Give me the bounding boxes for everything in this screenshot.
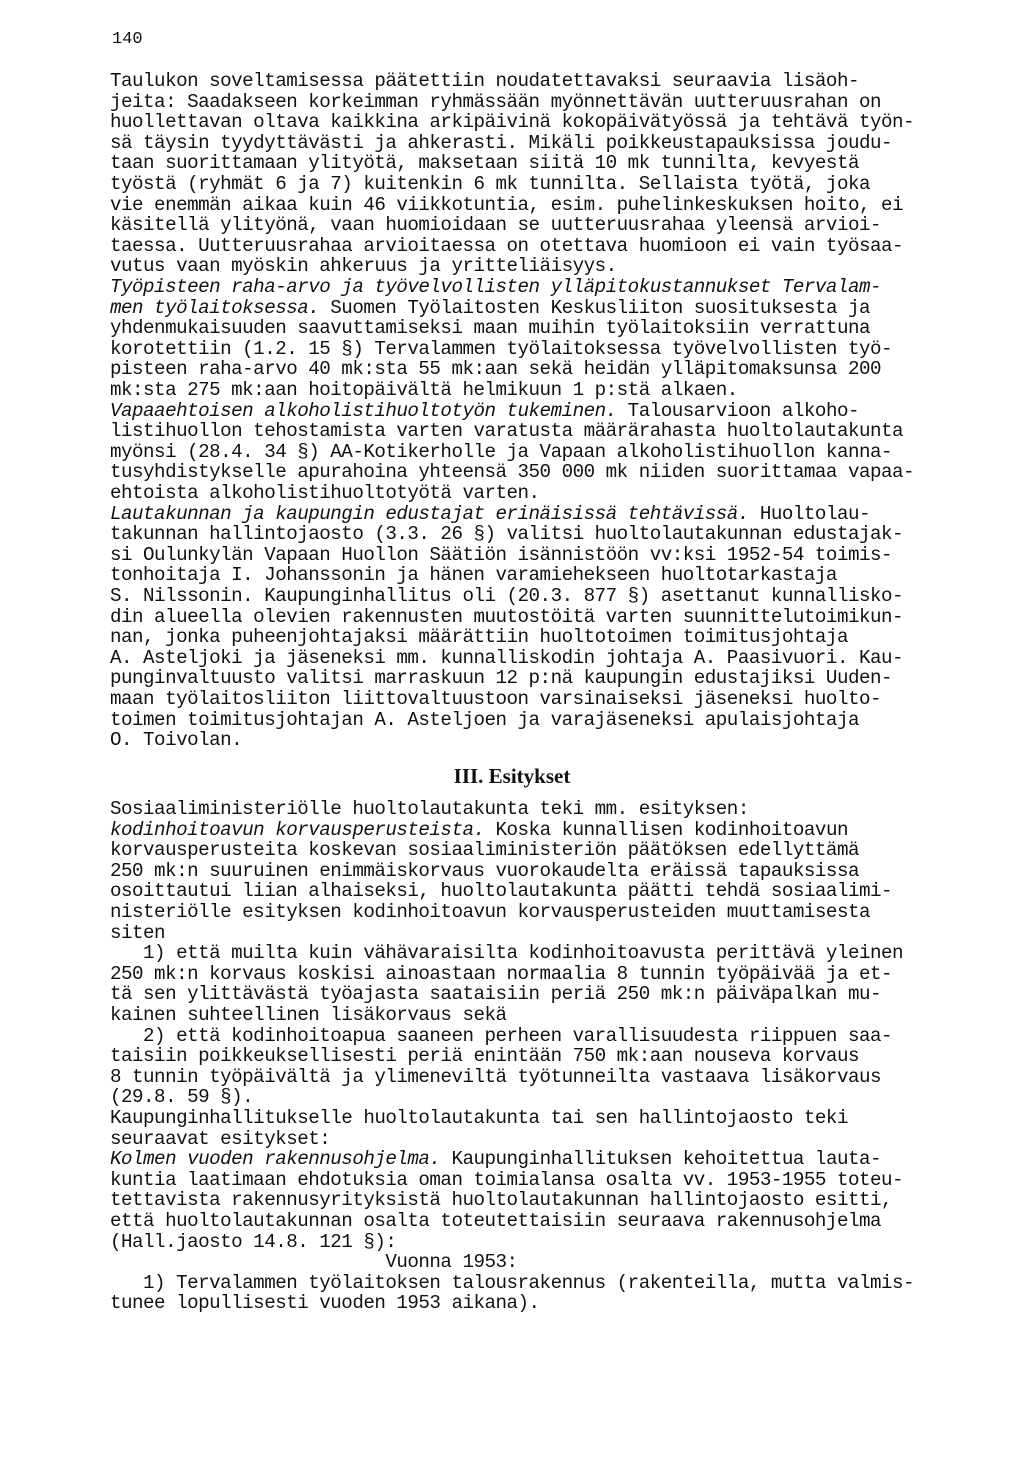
text-line (110, 921, 166, 944)
line-text: 8 tunnin työpäivältä ja ylimeneviltä työtunneilta vastaava lisäkorvaus (110, 1065, 882, 1088)
line-text: käsitellä ylityönä, vaan huomioidaan se uutteruusrahaa yleensä arvioi- (110, 214, 882, 237)
text-line (110, 566, 837, 585)
line-text: Vuonna 1953: (110, 1251, 518, 1274)
text-line (110, 399, 859, 422)
text-line (110, 962, 893, 985)
text-line (110, 337, 893, 360)
text-line (110, 193, 904, 216)
line-text: taan suorittamaan ylityötä, maksetaan siitä 10 mk tunnilta, kevyestä (110, 152, 859, 175)
text-line (110, 360, 881, 379)
line-text: takunnan hallintojaosto (3.3. 26 §) valitsi huoltolautakunnan edustajak- (110, 523, 904, 546)
text-line (110, 502, 871, 525)
text-line (110, 708, 859, 731)
line-text: Kaupunginhallituksen kehoitettua lauta- (440, 1148, 882, 1171)
text-line (110, 1191, 892, 1210)
line-text: yhdenmukaisuuden saavuttamiseksi maan muihin työlaitoksiin verrattuna (110, 317, 870, 340)
line-text: tettavista rakennusyrityksistä huoltolautakunnan hallintojaosto esitti, (110, 1189, 893, 1212)
text-line (110, 818, 848, 841)
text-line (110, 944, 903, 963)
section-heading: III. Esitykset (453, 764, 571, 788)
line-text: taisiin poikkeuksellisesti periä enintään 750 mk:aan nouseva korvaus (110, 1045, 859, 1068)
line-text: tä sen ylittävästä työajasta saataisiin periä 250 mk:n päiväpalkan mu- (110, 983, 882, 1006)
line-text: 1) että muilta kuin vähävaraisilta kodinhoitoavusta perittävä yleinen (110, 942, 904, 965)
text-line (110, 1109, 848, 1128)
text-line (110, 605, 904, 628)
text-line (110, 381, 738, 400)
line-text: maan työlaitosliiton liittovaltuustoon varsinaiseksi jäseneksi huolto- (110, 688, 882, 710)
text-line (110, 278, 881, 297)
line-text: vie enemmän aikaa kuin 46 viikkotuntia, esim. puhelinkeskuksen hoito, ei (110, 193, 904, 216)
text-line (110, 216, 881, 235)
text-line (110, 800, 749, 819)
line-text: mk:sta 275 mk:aan hoitopäivältä helmikuun 1 p:stä alkaen. (110, 379, 738, 401)
text-line (110, 296, 870, 319)
italic-heading: kodinhoitoavun korvausperusteista. (110, 818, 485, 841)
text-line (110, 1294, 540, 1313)
line-text: tonhoitaja I. Johanssonin ja hänen varamiehekseen huoltotarkastaja (110, 564, 837, 587)
line-text: Taulukon soveltamisessa päätettiin noudatettavaksi seuraavia lisäoh- (110, 70, 859, 92)
text-line (110, 1230, 397, 1253)
line-text: 1) Tervalammen työlaitoksen talousrakennus (rakenteilla, mutta valmis- (110, 1271, 915, 1294)
line-text: Suomen Työlaitosten Keskusliiton suosituksesta ja (319, 296, 870, 319)
text-line (110, 1127, 331, 1150)
text-line (110, 646, 904, 669)
text-line (110, 1168, 904, 1191)
text-line (110, 234, 904, 257)
text-line (110, 1065, 882, 1088)
text-line (110, 113, 914, 132)
italic-heading: men työlaitoksessa. (110, 296, 320, 319)
text-line (110, 859, 859, 882)
page-number: 140 (112, 30, 143, 49)
line-text: 2) että kodinhoitoapua saaneen perheen varallisuudesta riippuen saa- (110, 1024, 893, 1047)
line-text: myönsi (28.4. 34 §) AA-Kotikerholle ja Vapaan alkoholistihuollon kanna- (110, 440, 893, 463)
line-text: Sosiaaliministeriölle huoltolautakunta teki mm. esityksen: (110, 798, 749, 820)
line-text: osoittautui liian alhaiseksi, huoltolautakunta päätti tehdä sosiaalimi- (110, 880, 893, 903)
text-line (110, 154, 859, 173)
line-text: taessa. Uutteruusrahaa arvioitaessa on otettava huomioon ei vain työsaa- (110, 234, 904, 257)
line-text: 250 mk:n suuruinen enimmäiskorvaus vuorokaudelta eräissä tapauksissa (110, 859, 859, 882)
line-text: siten (110, 921, 166, 944)
line-text: Talousarvioon alkoho- (616, 399, 859, 422)
text-line (110, 1024, 893, 1047)
line-text: korvausperusteita koskevan sosiaaliministeriön päätöksen edellyttämä (110, 839, 859, 862)
line-text: A. Asteljoki ja jäseneksi mm. kunnalliskodin johtaja A. Paasivuori. Kau- (110, 646, 904, 669)
text-line (110, 731, 242, 750)
text-line (110, 463, 914, 482)
text-line (110, 1212, 881, 1231)
line-text: (29.8. 59 §). (110, 1086, 254, 1109)
line-text: din alueella olevien rakennusten muutostöitä varten suunnittelutoimikun- (110, 605, 904, 628)
text-line (110, 175, 870, 194)
text-line (110, 72, 859, 91)
line-text: ehtoista alkoholistihuoltotyötä varten. (110, 482, 540, 504)
text-line (110, 543, 893, 566)
line-text: si Oulunkylän Vapaan Huollon Säätiön isännistöön vv:ksi 1952-54 toimis- (110, 543, 893, 566)
line-text: jeita: Saadakseen korkeimman ryhmässään myönnettävän uutteruusrahan on (110, 90, 882, 113)
text-line (110, 319, 870, 338)
line-text: huollettavan oltava kaikkina arkipäivinä kokopäivätyössä ja tehtävä työn- (110, 111, 915, 134)
line-text: toimen toimitusjohtajan A. Asteljoen ja varajäseneksi apulaisjohtaja (110, 708, 859, 731)
line-text: nisteriölle esityksen kodinhoitoavun korvausperusteiden muuttamisesta (110, 901, 870, 923)
text-line (110, 1271, 915, 1294)
line-text: Kaupunginhallitukselle huoltolautakunta tai sen hallintojaosto teki (110, 1107, 848, 1129)
text-line (110, 90, 882, 113)
italic-heading: Kolmen vuoden rakennusohjelma. (110, 1148, 441, 1171)
text-line (110, 628, 848, 647)
line-text: kainen suhteellinen lisäkorvaus sekä (110, 1004, 507, 1026)
text-line (110, 1006, 507, 1025)
text-line (110, 690, 881, 709)
line-text: seuraavat esitykset: (110, 1127, 331, 1150)
text-line (110, 257, 617, 276)
line-text: punginvaltuusto valitsi marraskuun 12 p:nä kaupungin edustajiksi Uuden- (110, 667, 893, 690)
line-text: kuntia laatimaan ehdotuksia oman toimialansa osalta vv. 1953-1955 toteu- (110, 1168, 904, 1191)
line-text: Huoltolau- (748, 502, 871, 525)
text-line (110, 669, 892, 688)
line-text: vutus vaan myöskin ahkeruus ja yritteliäisyys. (110, 255, 617, 278)
line-text: Koska kunnallisen kodinhoitoavun (484, 818, 848, 841)
line-text: tusyhdistykselle apurahoina yhteensä 350 000 mk niiden suorittamaa vapaa- (110, 461, 915, 484)
text-line (110, 985, 881, 1004)
text-line (110, 1088, 253, 1107)
line-text: että huoltolautakunnan osalta toteutettaisiin seuraava rakennusohjelma (110, 1210, 882, 1232)
line-text: S. Nilssonin. Kaupunginhallitus oli (20.3. 877 §) asettanut kunnallisko- (110, 585, 904, 607)
text-line (110, 903, 870, 922)
line-text: (Hall.jaosto 14.8. 121 §): (110, 1230, 397, 1253)
text-line (110, 440, 893, 463)
line-text: nan, jonka puheenjohtajaksi määrättiin huoltotoimen toimitusjohtaja (110, 626, 848, 649)
text-line (110, 1150, 881, 1169)
text-line (110, 882, 892, 901)
line-text: listihuollon tehostamista varten varatusta määrärahasta huoltolautakunta (110, 420, 904, 443)
line-text: korotettiin (1.2. 15 §) Tervalammen työlaitoksessa työvelvollisten työ- (110, 337, 893, 360)
italic-heading: Vapaaehtoisen alkoholistihuoltotyön tukeminen. (110, 399, 617, 422)
text-line (110, 525, 903, 544)
italic-heading: Lautakunnan ja kaupungin edustajat erinäisissä tehtävissä. (110, 502, 749, 525)
line-text: sä täysin tyydyttävästi ja ahkerasti. Mikäli poikkeustapauksissa joudu- (110, 131, 893, 154)
text-line (110, 1047, 859, 1066)
line-text: O. Toivolan. (110, 729, 243, 752)
line-text: tunee lopullisesti vuoden 1953 aikana). (110, 1292, 540, 1315)
text-line (110, 131, 893, 154)
line-text: pisteen raha-arvo 40 mk:sta 55 mk:aan sekä heidän ylläpitomaksunsa 200 (110, 358, 882, 381)
line-text: työstä (ryhmät 6 ja 7) kuitenkin 6 mk tunnilta. Sellaista työtä, joka (110, 173, 870, 195)
text-line (110, 841, 859, 860)
line-text: 250 mk:n korvaus koskisi ainoastaan normaalia 8 tunnin työpäivää ja et- (110, 962, 893, 985)
text-line (110, 484, 540, 503)
text-line (110, 422, 903, 441)
text-line (110, 587, 903, 606)
text-line (110, 1253, 518, 1272)
italic-heading: Työpisteen raha-arvo ja työvelvollisten ylläpitokustannukset Tervalam- (110, 276, 882, 298)
